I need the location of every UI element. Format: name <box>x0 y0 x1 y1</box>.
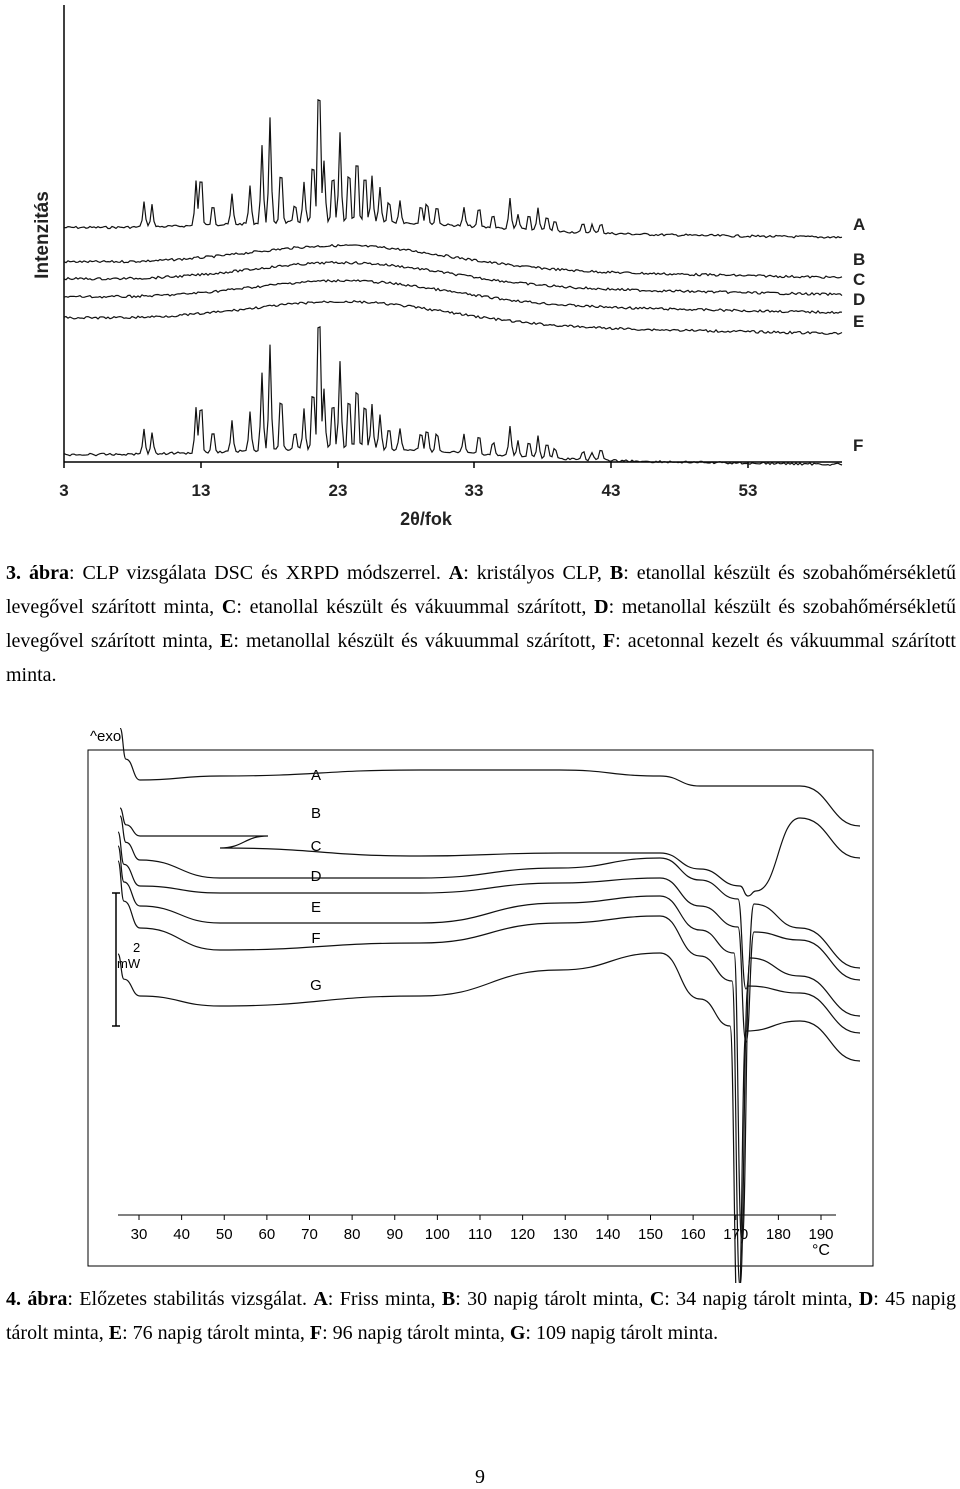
figure-4-caption <box>6 1282 956 1350</box>
dsc-exo-label: ^exo <box>90 728 122 745</box>
dsc-x-tick-label: 140 <box>595 1226 621 1243</box>
caption-4-desc-b: : 30 napig tárolt minta, <box>455 1288 650 1310</box>
dsc-x-tick-label: 70 <box>301 1226 318 1243</box>
caption-3-desc-b: : etanollal készült és szobahőmérsékletű levegővel szárított minta, <box>6 562 957 618</box>
caption-3-intro: : CLP vizsgálata DSC és XRPD módszerrel. <box>68 562 449 584</box>
xrpd-trace-c <box>64 262 842 296</box>
dsc-trace-e <box>118 846 860 1243</box>
xrpd-trace-label: B <box>853 250 866 269</box>
caption-3-desc-e: : metanollal készült és vákuummal szárított, <box>233 630 603 652</box>
caption-4-key-g: G <box>509 1322 526 1344</box>
caption-3-desc-d: : metanollal készült és szobahőmérsékletű levegővel szárított minta, <box>6 596 957 652</box>
caption-3-desc-f: : acetonnal kezelt és vákuummal szárított minta. <box>6 630 956 686</box>
caption-4-desc-a: : Friss minta, <box>327 1288 442 1310</box>
dsc-trace-label: G <box>310 977 322 994</box>
xrpd-x-tick-label: 53 <box>738 481 758 500</box>
dsc-x-unit: °C <box>812 1242 830 1259</box>
xrpd-x-axis-label: 2θ/fok <box>400 509 452 529</box>
caption-3-key-f: F <box>602 630 616 652</box>
xrpd-trace-label: F <box>853 436 864 455</box>
dsc-x-tick-label: 120 <box>510 1226 536 1243</box>
dsc-x-tick-label: 130 <box>552 1226 578 1243</box>
caption-3-key-e: E <box>219 630 234 652</box>
xrpd-figure <box>0 0 960 540</box>
dsc-x-tick-label: 110 <box>468 1226 492 1243</box>
caption-3-number: 3. ábra <box>6 562 69 584</box>
caption-3-key-b: B <box>609 562 624 584</box>
dsc-x-tick-label: 80 <box>343 1226 361 1243</box>
xrpd-trace-d <box>64 280 842 314</box>
dsc-trace-label: B <box>310 805 322 822</box>
xrpd-trace-a <box>64 100 842 238</box>
dsc-scale-unit: mW <box>117 956 141 971</box>
dsc-trace-label: C <box>310 838 322 855</box>
dsc-x-tick-label: 40 <box>173 1226 190 1243</box>
caption-3-key-a: A <box>448 562 464 584</box>
dsc-x-tick-label: 150 <box>637 1226 664 1243</box>
dsc-x-tick-label: 30 <box>130 1226 148 1243</box>
dsc-x-tick-label: 180 <box>765 1226 791 1243</box>
dsc-scale-value: 2 <box>133 940 141 955</box>
dsc-trace-a <box>120 728 860 826</box>
xrpd-x-tick-label: 13 <box>191 481 211 500</box>
xrpd-trace-f <box>64 327 842 466</box>
caption-4-key-e: E <box>108 1322 123 1344</box>
xrpd-x-tick-label: 33 <box>464 481 484 500</box>
caption-4-desc-e: : 76 napig tárolt minta, <box>122 1322 310 1344</box>
caption-4-key-d: D <box>858 1288 874 1310</box>
dsc-trace-d <box>118 832 860 1042</box>
dsc-trace-label: F <box>311 930 321 947</box>
caption-4-desc-c: : 34 napig tárolt minta, <box>664 1288 859 1310</box>
dsc-x-tick-label: 60 <box>258 1226 276 1243</box>
caption-4-desc-d: : 45 napig tárolt minta, <box>6 1288 957 1344</box>
caption-3-desc-c: : etanollal készült és vákuummal szárított, <box>236 596 595 618</box>
dsc-trace-f <box>118 861 860 1283</box>
xrpd-x-tick-label: 23 <box>328 481 348 500</box>
xrpd-trace-label: E <box>853 312 865 331</box>
xrpd-trace-label: A <box>853 215 866 234</box>
dsc-frame <box>88 750 873 1266</box>
xrpd-trace-label: D <box>853 290 866 309</box>
caption-4-key-b: B <box>441 1288 456 1310</box>
xrpd-x-tick-label: 3 <box>59 481 69 500</box>
xrpd-trace-label: C <box>853 270 866 289</box>
caption-3-key-d: D <box>594 596 609 618</box>
dsc-x-tick-label: 50 <box>215 1226 233 1243</box>
dsc-trace-b <box>120 808 860 896</box>
caption-4-number: 4. ábra <box>6 1288 68 1310</box>
xrpd-x-tick-label: 43 <box>601 481 621 500</box>
dsc-trace-label: D <box>310 868 322 885</box>
caption-3-key-c: C <box>221 596 237 618</box>
caption-3-desc-a: : kristályos CLP, <box>463 562 610 584</box>
xrpd-y-axis-label: Intenzitás <box>32 191 53 279</box>
caption-4-key-a: A <box>313 1288 328 1310</box>
dsc-x-tick-label: 90 <box>386 1226 404 1243</box>
dsc-x-tick-label: 170 <box>723 1226 749 1243</box>
dsc-trace-label: E <box>310 899 322 916</box>
dsc-x-tick-label: 190 <box>808 1226 834 1243</box>
dsc-x-tick-label: 100 <box>424 1226 450 1243</box>
caption-4-key-f: F <box>309 1322 323 1344</box>
page-number: 9 <box>475 1466 485 1488</box>
caption-4-desc-f: : 96 napig tárolt minta, <box>322 1322 510 1344</box>
dsc-figure <box>0 728 960 1283</box>
figure-3-caption <box>6 556 956 692</box>
dsc-x-tick-label: 160 <box>680 1226 706 1243</box>
caption-4-key-c: C <box>649 1288 665 1310</box>
caption-4-desc-g: : 109 napig tárolt minta. <box>525 1322 719 1344</box>
dsc-trace-label: A <box>310 767 322 784</box>
caption-4-intro: : Előzetes stabilitás vizsgálat. <box>67 1288 314 1310</box>
xrpd-trace-e <box>64 301 842 335</box>
